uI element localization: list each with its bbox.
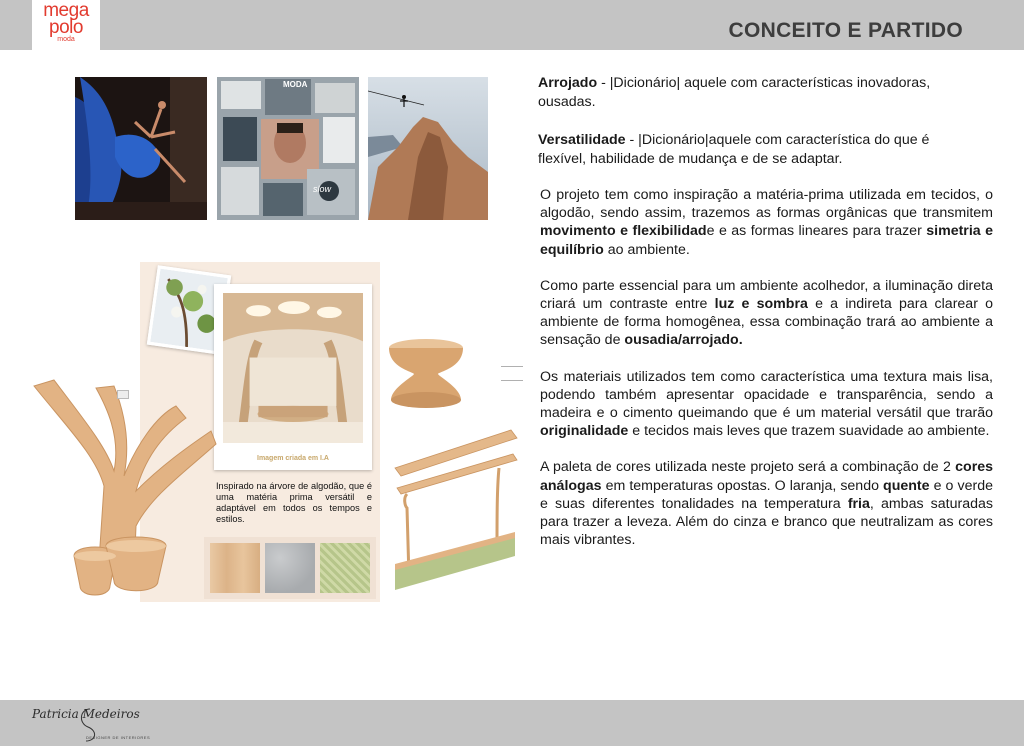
definition-arrojado [538, 74, 978, 112]
wooden-stool-render [386, 338, 466, 410]
paragraph-inspiration [540, 186, 993, 259]
text: e o verde e suas diferentes tonalidades na temperatura [540, 477, 993, 512]
definition-arrojado-text: - |Dicionário| aquele com características inovadoras, ousadas. [538, 75, 931, 110]
text: em temperaturas opostas. O laranja, sendo [601, 477, 884, 494]
definition-versatilidade-text: - |Dicionário|aquele com característica do que é flexível, habilidade de mudança e de se adaptar. [538, 132, 930, 167]
divider-line [501, 366, 523, 367]
text: O projeto tem como inspiração a matéria-prima utilizada em tecidos, o algodão, sendo assim, trazemos as formas orgânicas que transmitem [540, 187, 993, 222]
divider-line [501, 380, 523, 381]
text: e a indireta para clarear o ambiente de forma homogênea, essa combinação trará ao ambiente a sensação de [540, 296, 993, 349]
designer-signature-logo [32, 705, 151, 743]
definitions [538, 74, 978, 188]
bold-text: simetria e equilíbrio [540, 223, 994, 258]
logo-line-1: mega [43, 0, 89, 21]
mountain-slackline-photo [368, 77, 488, 220]
wooden-tree-display-render [26, 376, 218, 596]
material-swatches [204, 537, 376, 599]
footer-bar [0, 700, 1024, 746]
paragraph-materials [540, 368, 993, 441]
text: Os materiais utilizados tem como característica uma textura mais lisa, podendo também apresentar opacidade e transparência, sendo a madeira e o cimento queimando que é um material versátil que trarão [540, 368, 993, 422]
bold-text: cores análogas [540, 459, 993, 494]
bold-text: luz e sombra [714, 296, 808, 313]
bold-text: quente [883, 477, 930, 494]
green-fabric-swatch [320, 543, 370, 593]
paragraph-lighting [540, 277, 993, 350]
logo-line-2: polo [49, 17, 83, 38]
bold-text: ousadia/arrojado. [624, 332, 743, 349]
header-bar [0, 0, 1024, 50]
megapolo-logo [32, 0, 100, 50]
tree-caption: Inspirado na árvore de algodão, que é uma matéria prima versátil e adaptável em todos os tempos e estilos. [216, 481, 372, 524]
signature-name: Patricia Medeiros [32, 707, 140, 721]
bold-text: fria [847, 495, 870, 512]
page-title: CONCEITO E PARTIDO [728, 19, 963, 42]
logo-line-3: moda [57, 36, 75, 43]
signature-subtitle: DESIGNER DE INTERIORES [86, 735, 151, 740]
text: e tecidos mais leves que trazem suavidade ao ambiente. [628, 423, 990, 440]
concept-text [540, 186, 993, 567]
wooden-rack-render [393, 428, 519, 596]
bold-text: movimento e flexibilidad [540, 223, 707, 240]
text: e e as formas lineares para trazer [706, 223, 927, 240]
term-arrojado: Arrojado [538, 75, 598, 91]
text: A paleta de cores utilizada neste projeto será a combinação de 2 [540, 459, 956, 476]
dancer-photo [75, 77, 207, 220]
moodboard-text-slow: slow [313, 184, 332, 194]
ai-store-render [214, 284, 372, 470]
term-versatilidade: Versatilidade [538, 132, 626, 148]
text: ao ambiente. [603, 241, 690, 258]
moodboard-text-moda: MODA [283, 80, 308, 89]
definition-versatilidade [538, 131, 978, 169]
image-placeholder-icon [117, 390, 129, 399]
paragraph-palette [540, 458, 993, 549]
ai-image-label: Imagem criada em I.A [257, 455, 329, 462]
fashion-moodboard-photo [217, 77, 359, 220]
concrete-swatch [265, 543, 315, 593]
text: Como parte essencial para um ambiente acolhedor, a iluminação direta criará um contraste entre [540, 277, 993, 313]
text: , ambas saturadas para trazer a leveza. Além do cinza e branco que neutralizam as cores mais vibrantes. [540, 495, 993, 549]
bold-text: originalidade [540, 423, 629, 440]
